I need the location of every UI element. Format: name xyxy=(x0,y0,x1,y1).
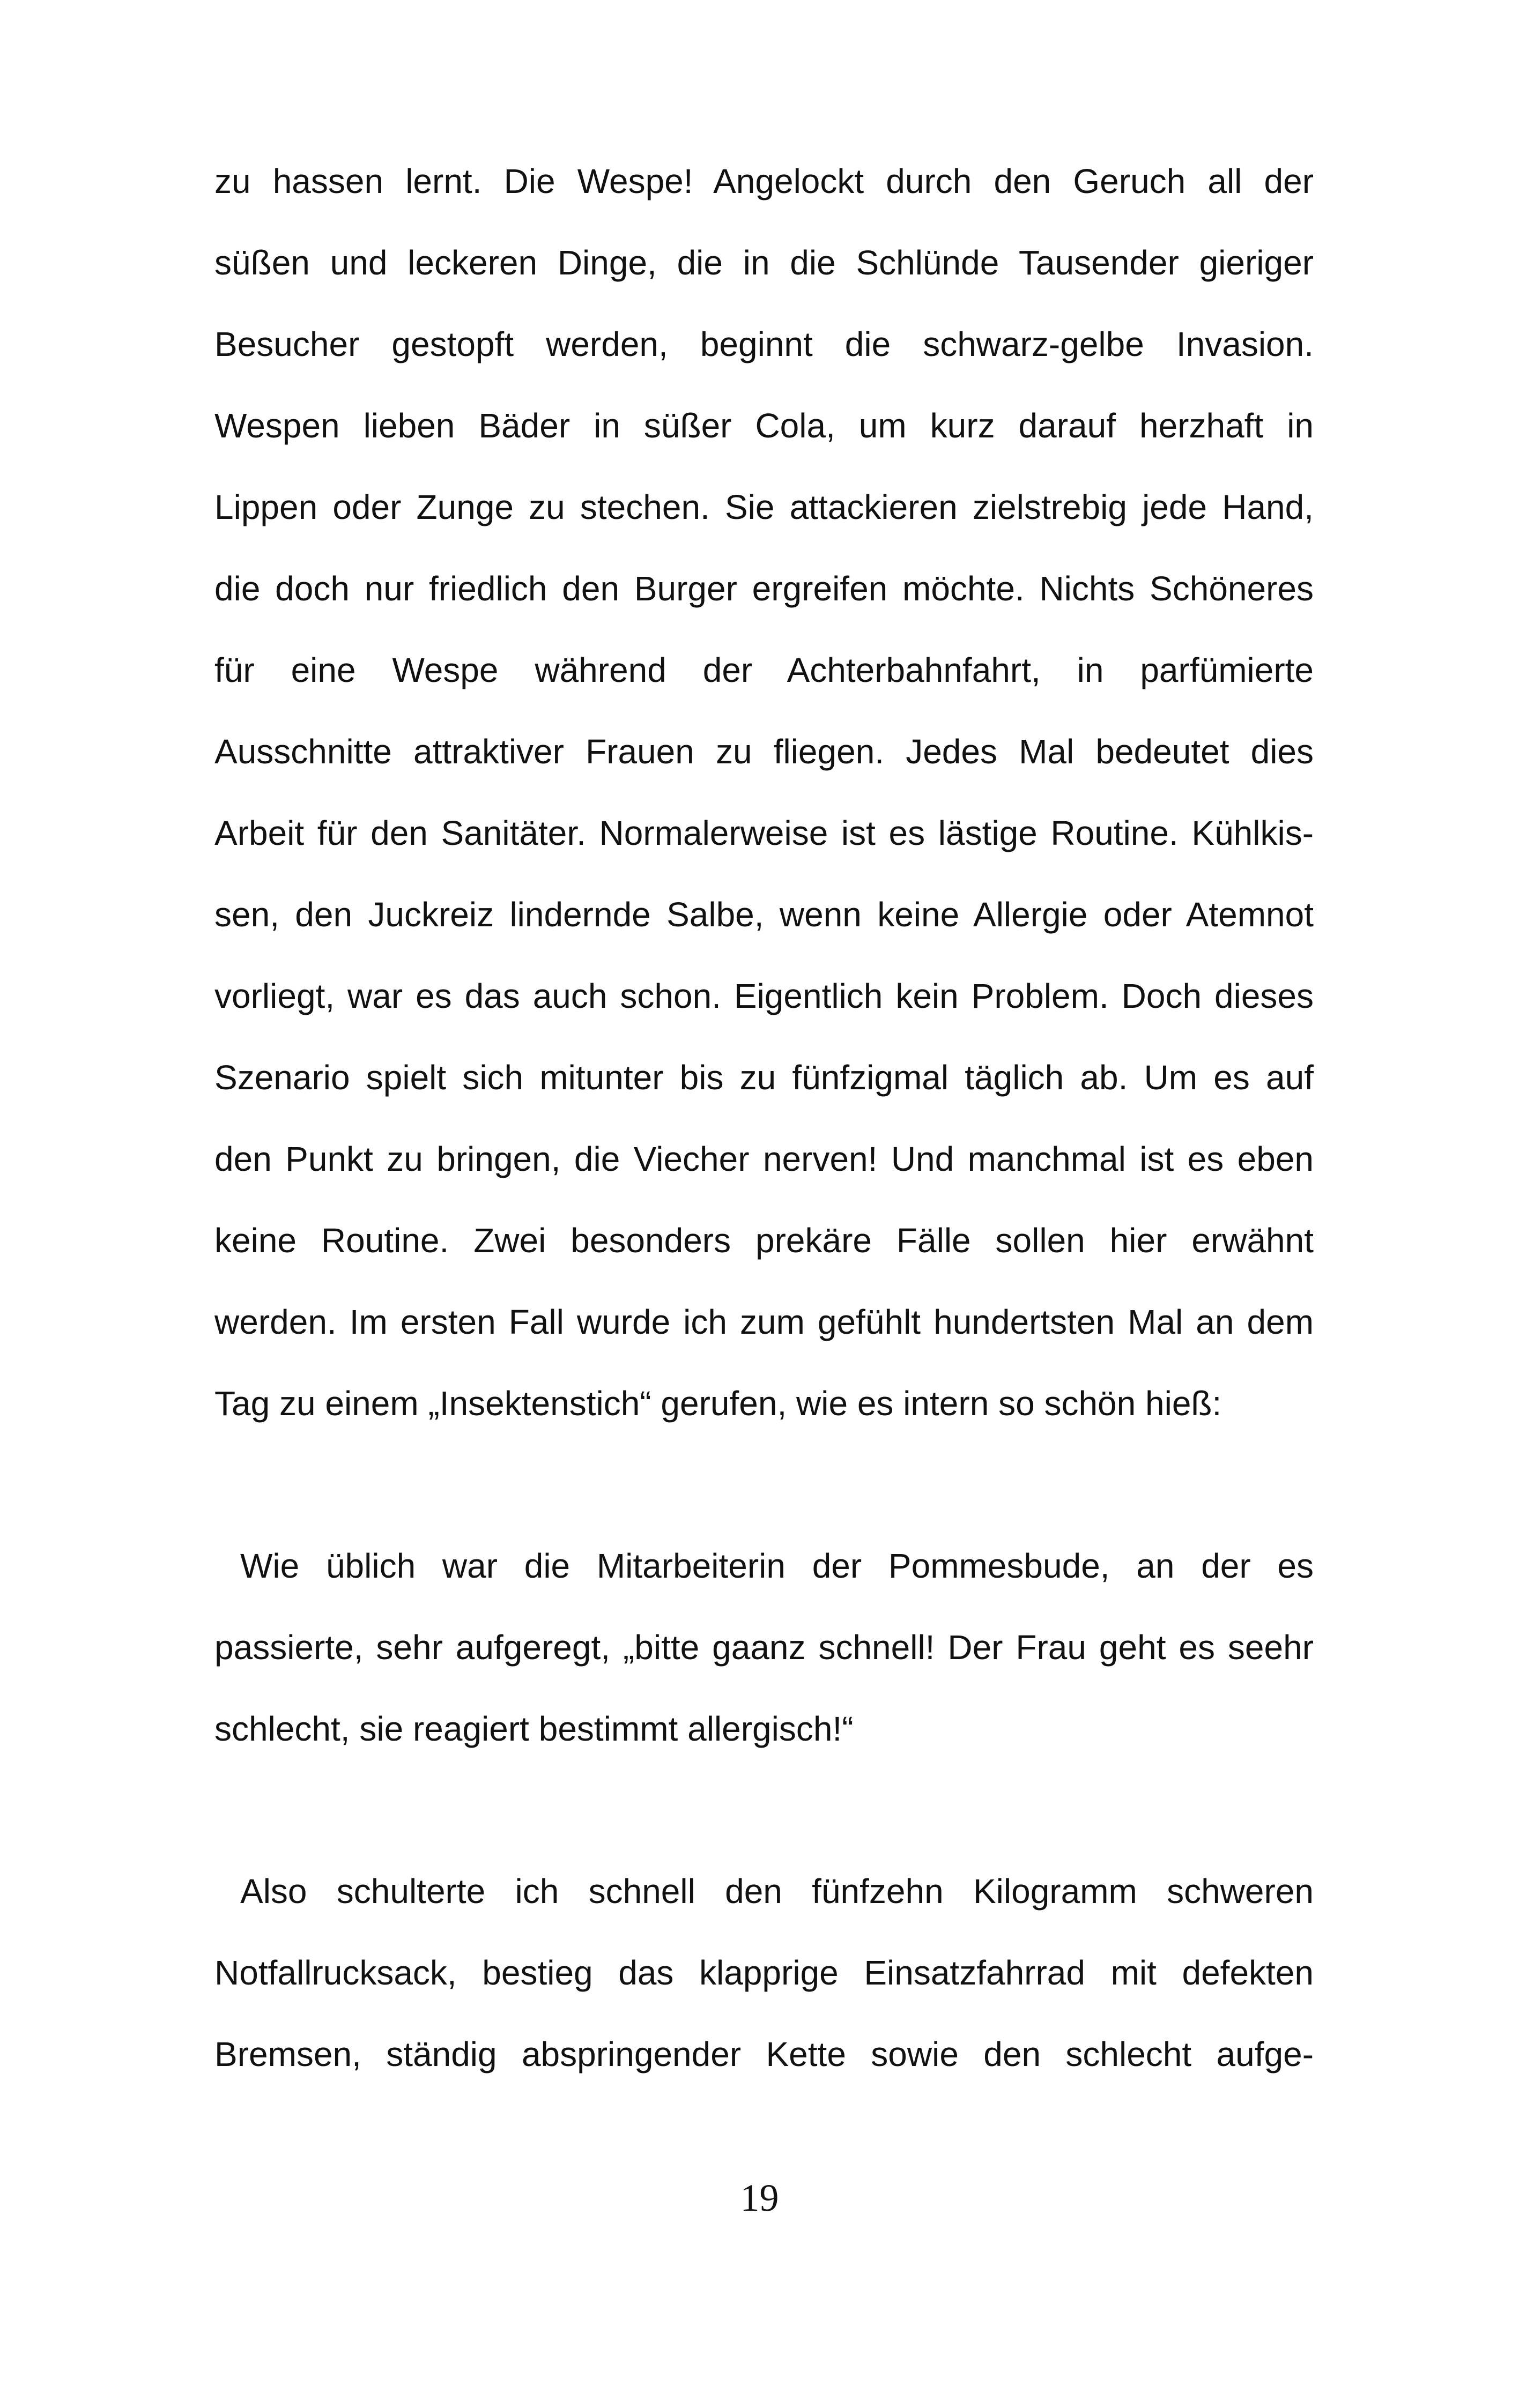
text-line: Wie üblich war die Mitarbeiterin der Pommesbude, an der es xyxy=(240,1547,1314,1585)
page-number: 19 xyxy=(740,2176,779,2219)
text-line: süßen und leckeren Dinge, die in die Schlünde Tausender gieriger xyxy=(214,243,1314,282)
text-line: Wespen lieben Bäder in süßer Cola, um kurz darauf herzhaft in xyxy=(214,406,1314,445)
text-line: für eine Wespe während der Achterbahnfahrt, in parfümierte xyxy=(214,651,1314,689)
text-line: Tag zu einem „Insektenstich“ gerufen, wie es intern so schön hieß: xyxy=(214,1384,1222,1423)
text-line: sen, den Juckreiz lindernde Salbe, wenn keine Allergie oder Atemnot xyxy=(214,895,1314,934)
text-line: schlecht, sie reagiert bestimmt allergisch!“ xyxy=(214,1710,854,1748)
text-line: Arbeit für den Sanitäter. Normalerweise ist es lästige Routine. Kühlkis- xyxy=(214,814,1314,852)
text-line: Notfallrucksack, bestieg das klapprige Einsatzfahrrad mit defekten xyxy=(214,1953,1314,1992)
text-line: Bremsen, ständig abspringender Kette sowie den schlecht aufge- xyxy=(214,2035,1314,2073)
text-line: Lippen oder Zunge zu stechen. Sie attackieren zielstrebig jede Hand, xyxy=(214,488,1314,526)
text-line: Besucher gestopft werden, beginnt die schwarz-gelbe Invasion. xyxy=(214,325,1314,363)
text-line: passierte, sehr aufgeregt, „bitte gaanz schnell! Der Frau geht es seehr xyxy=(214,1628,1314,1667)
text-line: werden. Im ersten Fall wurde ich zum gefühlt hundertsten Mal an dem xyxy=(214,1303,1314,1341)
text-line: Also schulterte ich schnell den fünfzehn Kilogramm schweren xyxy=(240,1872,1314,1911)
text-line: Szenario spielt sich mitunter bis zu fünfzigmal täglich ab. Um es auf xyxy=(214,1058,1314,1097)
text-line: den Punkt zu bringen, die Viecher nerven! Und manchmal ist es eben xyxy=(214,1140,1314,1178)
text-line: Ausschnitte attraktiver Frauen zu fliegen. Jedes Mal bedeutet dies xyxy=(214,732,1314,771)
text-line: die doch nur friedlich den Burger ergreifen möchte. Nichts Schöneres xyxy=(214,569,1314,608)
text-line: zu hassen lernt. Die Wespe! Angelockt durch den Geruch all der xyxy=(214,162,1314,200)
text-line: keine Routine. Zwei besonders prekäre Fälle sollen hier erwähnt xyxy=(214,1221,1314,1260)
text-line: vorliegt, war es das auch schon. Eigentlich kein Problem. Doch dieses xyxy=(214,977,1314,1015)
